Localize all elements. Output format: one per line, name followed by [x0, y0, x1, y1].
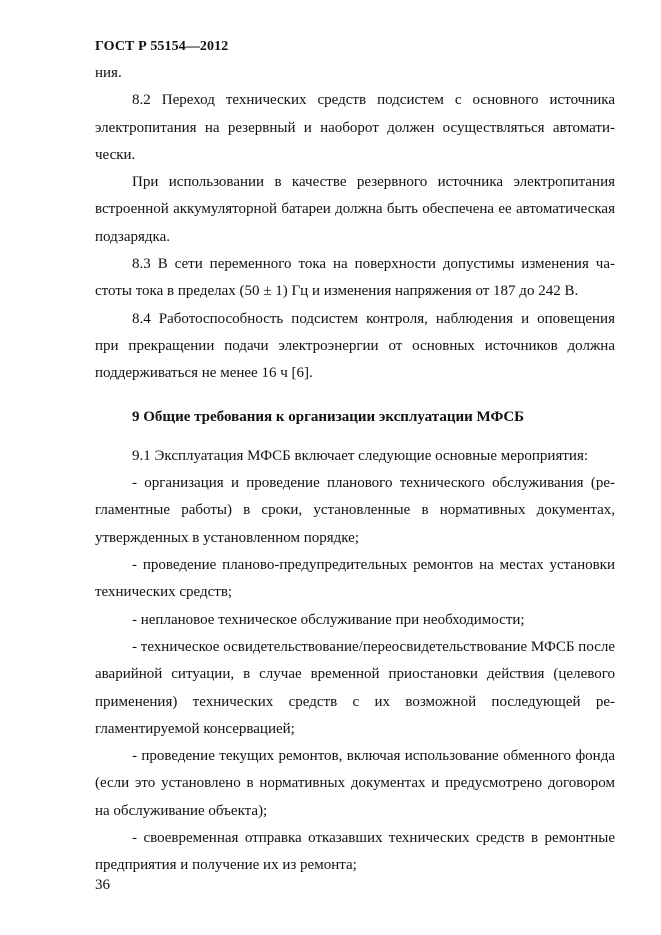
- list-item-maintenance: - организация и проведение планового технического обслуживания (регламентные работы) в сроки, установленные в нормативных документах, утвержденных в установленном порядке;: [95, 475, 615, 546]
- page-number: 36: [95, 877, 110, 893]
- paragraph-9-1: 9.1 Эксплуатация МФСБ включает следующие основные мероприятия:: [132, 447, 589, 464]
- section-title-9: 9 Общие требования к организации эксплуатации МФСБ: [132, 408, 525, 425]
- list-item-shipping-failed: - своевременная отправка отказавших технических средств в ремонтные предприятия и получение их из ремонта;: [95, 830, 615, 874]
- list-item-unplanned-service: - неплановое техническое обслуживание при необходимости;: [132, 611, 525, 628]
- document-header: ГОСТ Р 55154—2012: [95, 39, 229, 54]
- paragraph-8-2: 8.2 Переход технических средств подсистем с основного источника электропитания на резервный и наоборот должен осуществляться автоматически.: [95, 92, 615, 163]
- list-item-preventive-repairs: - проведение планово-предупредительных ремонтов на местах установки технических средств;: [95, 557, 615, 601]
- list-item-current-repairs: - проведение текущих ремонтов, включая использование обменного фонда (если это установлено в нормативных документах и предусмотрено договором на обслуживание объекта);: [95, 748, 615, 819]
- paragraph-battery: При использовании в качестве резервного источника электропитания встроенной аккумуляторной батареи должна быть обеспечена ее автоматическая подзарядка.: [95, 174, 615, 245]
- paragraph-8-3: 8.3 В сети переменного тока на поверхности допустимы изменения частоты тока в пределах (50 ± 1) Гц и изменения напряжения от 187 до 242 В.: [95, 256, 615, 300]
- list-item-inspection: - техническое освидетельствование/переосвидетельствование МФСБ после аварийной ситуации, в случае временной приостановки действия (целевого применения) технических средств с их возможной последующей регламентируемой консервацией;: [95, 638, 615, 737]
- paragraph-continuation: ния.: [95, 65, 122, 81]
- paragraph-8-4: 8.4 Работоспособность подсистем контроля, наблюдения и оповещения при прекращении подачи электроэнергии от основных источников должна поддерживаться не менее 16 ч [6].: [95, 310, 615, 382]
- document-body: [95, 60, 615, 880]
